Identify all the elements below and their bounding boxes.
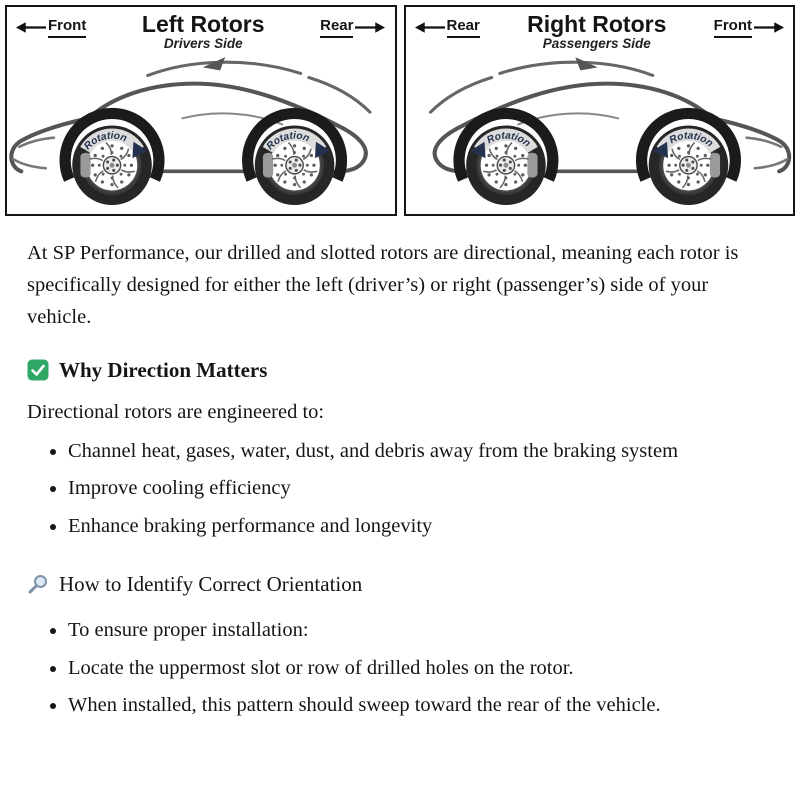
right-arrow-icon [355, 21, 385, 34]
list-item: • Improve cooling efficiency [68, 473, 773, 504]
right-rotors-panel [404, 5, 796, 216]
direction-text: Front [48, 18, 86, 38]
list-item: • To ensure proper installation: [68, 615, 773, 646]
section2-bullet-list [27, 615, 773, 721]
rear-direction-label [320, 18, 385, 38]
left-arrow-icon [16, 21, 46, 34]
section-heading-text: How to Identify Correct Orientation [59, 571, 363, 596]
panel-subtitle: Drivers Side [163, 36, 243, 52]
left-car-illustration [7, 51, 395, 214]
checkmark-icon [27, 359, 49, 381]
list-item: • When installed, this pattern should sweep toward the rear of the vehicle. [68, 690, 773, 721]
front-direction-label [714, 18, 784, 38]
magnifier-icon [27, 573, 49, 595]
left-rotors-panel [5, 5, 397, 216]
left-arrow-icon [415, 21, 445, 34]
right-panel-title-block [527, 12, 666, 51]
section-heading-text: Why Direction Matters [59, 357, 268, 382]
list-item: • Enhance braking performance and longevity [68, 511, 773, 542]
panel-subtitle: Passengers Side [542, 36, 651, 52]
rotation-label: Rotation [484, 130, 532, 150]
section-heading-why-direction-matters [27, 358, 773, 383]
panel-title: Right Rotors [527, 11, 667, 37]
rotation-label: Rotation [264, 130, 311, 153]
list-item: • Locate the uppermost slot or row of drilled holes on the rotor. [68, 653, 773, 684]
section1-lead: Directional rotors are engineered to: [27, 400, 325, 423]
right-arrow-icon [754, 21, 784, 34]
rotor-direction-diagram [0, 0, 800, 216]
right-car-illustration [406, 51, 794, 214]
list-item: • Channel heat, gases, water, dust, and debris away from the braking system [68, 436, 773, 467]
intro-paragraph: At SP Performance, our drilled and slotted rotors are directional, meaning each rotor is specifically designed for either the left (driver’s) or right (passenger’s) side of your vehicle. [27, 242, 739, 328]
left-panel-title-block [142, 12, 265, 51]
section1-bullet-list [27, 436, 773, 542]
rotation-label: Rotation [82, 130, 129, 153]
rotation-label: Rotation [667, 130, 715, 150]
direction-text: Rear [320, 18, 353, 38]
direction-text: Front [714, 18, 752, 38]
direction-text: Rear [447, 18, 480, 38]
right-panel-header [406, 7, 794, 51]
front-direction-label [16, 18, 86, 38]
panel-title: Left Rotors [141, 11, 265, 37]
article-body [0, 216, 800, 721]
section-heading-identify-orientation [27, 572, 773, 597]
left-panel-header [7, 7, 395, 51]
rear-direction-label [415, 18, 480, 38]
